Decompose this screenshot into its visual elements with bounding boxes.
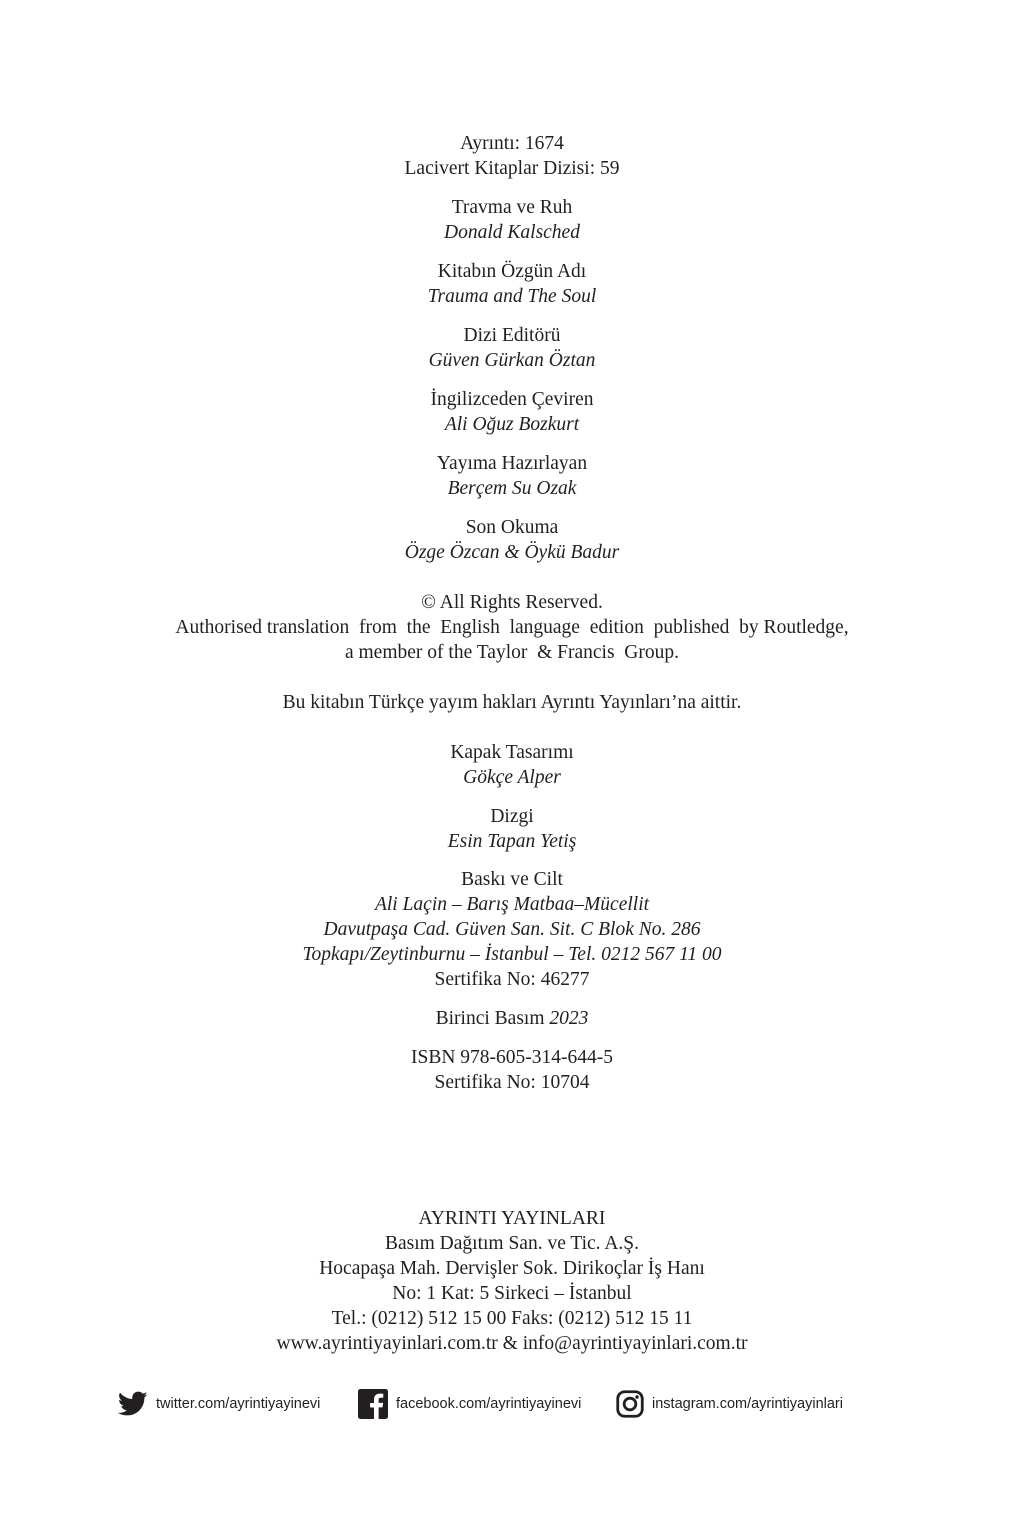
printing-block	[0, 867, 1024, 992]
book-block	[0, 195, 1024, 245]
rights-group: a member of the Taylor & Francis Group.	[344, 642, 680, 663]
publisher-block	[0, 1206, 1024, 1356]
typesetting-label: Dizgi	[490, 806, 534, 827]
translator-label: İngilizceden Çeviren	[430, 389, 594, 410]
series-name: Lacivert Kitaplar Dizisi: 59	[404, 158, 620, 179]
isbn-number: ISBN 978-605-314-644-5	[410, 1047, 614, 1068]
typesetting-value: Esin Tapan Yetiş	[447, 831, 577, 852]
isbn-block	[0, 1045, 1024, 1095]
cover-block	[0, 740, 1024, 790]
instagram-link[interactable]	[616, 1386, 843, 1422]
proofreading-block	[0, 515, 1024, 565]
edition-year: 2023	[549, 1008, 589, 1029]
publisher-web: www.ayrintiyayinlari.com.tr & info@ayrintiyayinlari.com.tr	[276, 1333, 748, 1354]
printing-label: Baskı ve Cilt	[461, 869, 563, 890]
series-block	[0, 131, 1024, 181]
facebook-icon	[358, 1389, 388, 1419]
rights-block	[0, 590, 1024, 665]
cover-label: Kapak Tasarımı	[450, 742, 574, 763]
publisher-phone: Tel.: (0212) 512 15 00 Faks: (0212) 512 15 11	[331, 1308, 693, 1329]
printing-line1: Ali Laçin – Barış Matbaa–Mücellit	[374, 894, 650, 915]
typesetting-block	[0, 804, 1024, 854]
translator-value: Ali Oğuz Bozkurt	[444, 414, 580, 435]
twitter-link[interactable]	[118, 1386, 320, 1422]
twitter-icon	[118, 1391, 148, 1417]
publisher-address: Hocapaşa Mah. Dervişler Sok. Dirikoçlar İş Hanı	[319, 1258, 705, 1279]
edition-block	[0, 1006, 1024, 1031]
printing-line3: Topkapı/Zeytinburnu – İstanbul – Tel. 0212 567 11 00	[302, 944, 722, 965]
original-title-value: Trauma and The Soul	[427, 286, 597, 307]
instagram-icon	[616, 1390, 644, 1418]
editor-label: Dizi Editörü	[463, 325, 561, 346]
turkish-rights	[0, 690, 1024, 715]
proofreading-value: Özge Özcan & Öykü Badur	[404, 542, 620, 563]
rights-reserved: © All Rights Reserved.	[421, 592, 603, 613]
printing-cert: Sertifika No: 46277	[434, 969, 590, 990]
edition-line	[0, 1006, 1024, 1031]
edition-label: Birinci Basım	[435, 1008, 545, 1029]
editor-block	[0, 323, 1024, 373]
publisher-name: AYRINTI YAYINLARI	[418, 1208, 606, 1229]
original-title-label: Kitabın Özgün Adı	[437, 261, 587, 282]
editor-value: Güven Gürkan Öztan	[428, 350, 596, 371]
cover-value: Gökçe Alper	[463, 767, 561, 788]
original-title-block	[0, 259, 1024, 309]
publisher-company: Basım Dağıtım San. ve Tic. A.Ş.	[384, 1233, 640, 1254]
prepared-by-label: Yayıma Hazırlayan	[436, 453, 588, 474]
isbn-cert: Sertifika No: 10704	[434, 1072, 590, 1093]
rights-translation: Authorised translation from the English language edition published by Routledge,	[175, 617, 849, 638]
series-number: Ayrıntı: 1674	[460, 133, 564, 154]
translator-block	[0, 387, 1024, 437]
book-title: Travma ve Ruh	[451, 197, 573, 218]
prepared-by-value: Berçem Su Ozak	[447, 478, 577, 499]
printing-line2: Davutpaşa Cad. Güven San. Sit. C Blok No. 286	[323, 919, 701, 940]
publisher-address-2: No: 1 Kat: 5 Sirkeci – İstanbul	[392, 1283, 632, 1304]
instagram-url: instagram.com/ayrintiyayinlari	[652, 1396, 843, 1412]
prepared-by-block	[0, 451, 1024, 501]
proofreading-label: Son Okuma	[465, 517, 559, 538]
turkish-rights-text: Bu kitabın Türkçe yayım hakları Ayrıntı Yayınları’na aittir.	[282, 692, 742, 713]
book-author: Donald Kalsched	[444, 222, 580, 243]
twitter-url: twitter.com/ayrintiyayinevi	[156, 1396, 321, 1412]
facebook-link[interactable]	[358, 1386, 581, 1422]
facebook-url: facebook.com/ayrintiyayinevi	[396, 1396, 582, 1412]
